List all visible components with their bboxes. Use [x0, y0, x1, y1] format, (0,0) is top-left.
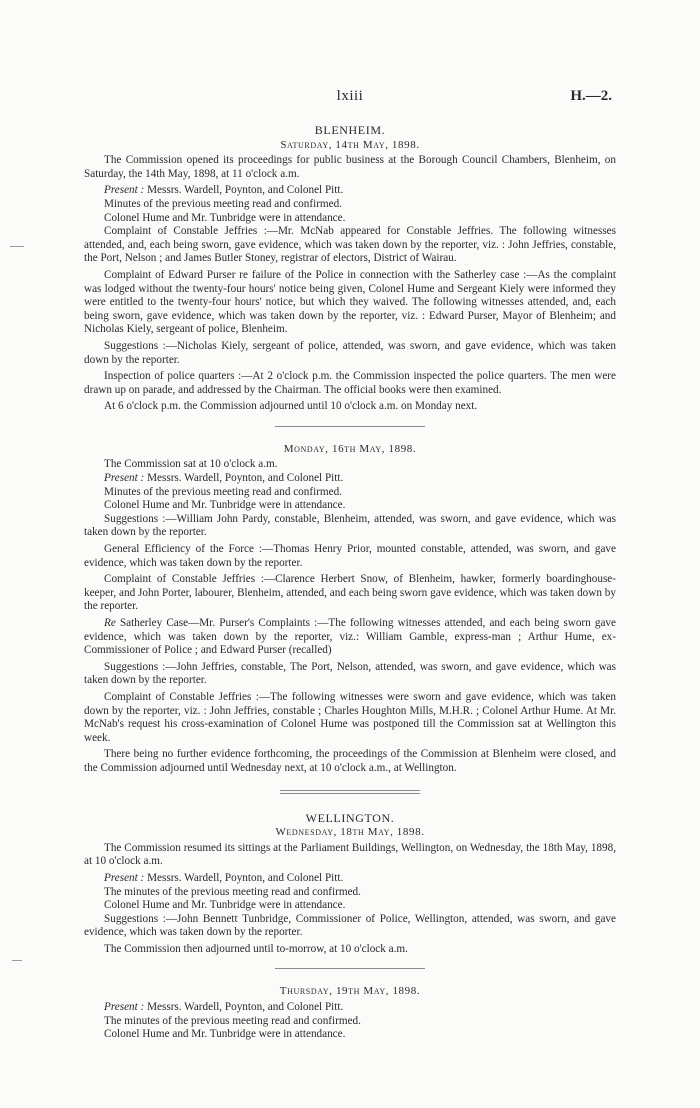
minute-line	[84, 943, 616, 957]
paragraph-label: Re	[104, 617, 116, 629]
paragraph-text: At 6 o'clock p.m. the Commission adjourned until 10 o'clock a.m. on Monday next.	[104, 400, 478, 413]
margin-mark	[10, 246, 24, 247]
minute-line	[84, 400, 616, 414]
minute-line	[84, 886, 616, 900]
paragraph-text: Complaint of Constable Jeffries :—Mr. McNab appeared for Constable Jeffries. The following witnesses attended, and, each being sworn, gave evidence, which was taken down by the reporter, viz. : John Jeffries, constable, the Port, Nelson ; and James Butler Stoney, registrar of electors, District of Wairau.	[84, 225, 616, 265]
date-heading: Monday, 16th May, 1898.	[283, 442, 417, 455]
paragraph-text: Complaint of Edward Purser re failure of the Police in connection with the Satherley case :—As the complaint was lodged without the twenty-four hours' notice being given, Colonel Hume and Sergeant Kiely were informed they were entitled to the twenty-four hours' notice, but which they waived. The following witnesses attended, and, each being sworn, gave evidence, which was taken down by the reporter, viz. : Edward Purser, Mayor of Blenheim; and Nicholas Kiely, sergeant of police, Blenheim.	[84, 268, 616, 336]
paragraph-text: Minutes of the previous meeting read and confirmed.	[104, 485, 342, 498]
paragraph-text: General Efficiency of the Force :—Thomas Henry Prior, mounted constable, attended, was sworn, and gave evidence, which was taken down by the reporter.	[84, 543, 616, 569]
minutes-section	[84, 968, 616, 1041]
paragraph-text: The Commission opened its proceedings for public business at the Borough Council Chambers, Blenheim, on Saturday, the 14th May, 1898, at 11 o'clock a.m.	[84, 154, 616, 180]
paragraph-text: Suggestions :—William John Pardy, constable, Blenheim, attended, was sworn, and gave evidence, which was taken down by the reporter.	[84, 512, 616, 539]
date-heading: Thursday, 19th May, 1898.	[279, 985, 421, 998]
paragraph-text: Suggestions :—Nicholas Kiely, sergeant of police, attended, was sworn, and gave evidence, which was taken down by the reporter.	[84, 339, 616, 366]
section-divider	[275, 968, 425, 969]
minute-line	[84, 212, 616, 226]
paragraph-text: The Commission sat at 10 o'clock a.m.	[104, 458, 278, 471]
minute-paragraph	[84, 269, 616, 337]
minute-paragraph	[84, 543, 616, 570]
paragraph-text: The minutes of the previous meeting read and confirmed.	[104, 885, 361, 898]
minute-line	[84, 899, 616, 913]
paragraph-text: Colonel Hume and Mr. Tunbridge were in attendance.	[104, 211, 346, 224]
date-heading: Saturday, 14th May, 1898.	[280, 138, 420, 151]
document-body	[84, 124, 616, 1042]
minute-paragraph	[84, 370, 616, 397]
minute-line	[84, 1001, 616, 1015]
paragraph-text: Messrs. Wardell, Poynton, and Colonel Pitt.	[144, 1001, 344, 1014]
margin-mark	[12, 960, 22, 961]
minute-line	[84, 486, 616, 500]
minute-line	[84, 872, 616, 886]
paragraph-text: The Commission then adjourned until to-morrow, at 10 o'clock a.m.	[104, 942, 408, 955]
minute-line	[84, 472, 616, 486]
paragraph-text: Complaint of Constable Jeffries :—Clarence Herbert Snow, of Blenheim, hawker, formerly boardinghouse-keeper, and John Porter, labourer, Blenheim, attended, and each being sworn gave evidence, which was taken down by the reporter.	[84, 573, 616, 613]
paragraph-text: The minutes of the previous meeting read and confirmed.	[104, 1014, 361, 1027]
paragraph-label: Present :	[104, 184, 145, 197]
minute-paragraph	[84, 225, 616, 266]
minute-paragraph	[84, 913, 616, 940]
paragraph-text: Satherley Case—Mr. Purser's Complaints :—The following witnesses attended, and each being sworn gave evidence, which was taken down by the reporter, viz.: William Gamble, express-man ; Arthur Hume, ex-Commissioner of Police ; and Edward Purser (recalled)	[84, 617, 616, 657]
minutes-section	[84, 426, 616, 776]
page-number: lxiii	[336, 88, 364, 104]
minute-line	[84, 184, 616, 198]
paragraph-text: Colonel Hume and Mr. Tunbridge were in attendance.	[104, 899, 346, 912]
minutes-section	[84, 124, 616, 414]
minute-paragraph	[84, 573, 616, 614]
paragraph-label: Present :	[104, 871, 145, 884]
paragraph-text: Messrs. Wardell, Poynton, and Colonel Pitt.	[144, 871, 344, 884]
date-heading: Wednesday, 18th May, 1898.	[275, 826, 425, 839]
minute-line	[84, 458, 616, 472]
minute-paragraph	[84, 661, 616, 688]
paragraph-text: Colonel Hume and Mr. Tunbridge were in attendance.	[104, 1028, 346, 1041]
minute-paragraph	[84, 617, 616, 658]
minute-paragraph	[84, 513, 616, 540]
minute-line	[84, 198, 616, 212]
minute-paragraph	[84, 154, 616, 181]
minute-line	[84, 1015, 616, 1029]
paragraph-text: Messrs. Wardell, Poynton, and Colonel Pitt.	[144, 184, 344, 197]
minute-paragraph	[84, 340, 616, 367]
paragraph-text: There being no further evidence forthcoming, the proceedings of the Commission at Blenheim were closed, and the Commission adjourned until Wednesday next, at 10 o'clock a.m., at Wellington.	[84, 748, 616, 774]
paragraph-text: Suggestions :—John Bennett Tunbridge, Commissioner of Police, Wellington, attended, was sworn, and gave evidence, which was taken down by the reporter.	[84, 912, 616, 939]
paragraph-text: Inspection of police quarters :—At 2 o'clock p.m. the Commission inspected the police quarters. The men were drawn up on parade, and addressed by the Chairman. The official books were then examined.	[84, 370, 616, 396]
place-heading: WELLINGTON.	[305, 810, 395, 825]
minute-paragraph	[84, 691, 616, 745]
minute-line	[84, 1028, 616, 1042]
minutes-section	[84, 790, 616, 957]
page-header	[0, 88, 700, 110]
paragraph-text: Colonel Hume and Mr. Tunbridge were in attendance.	[104, 499, 346, 512]
minute-paragraph	[84, 842, 616, 869]
paragraph-text: The Commission resumed its sittings at the Parliament Buildings, Wellington, on Wednesday, the 18th May, 1898, at 10 o'clock a.m.	[84, 841, 616, 868]
paragraph-text: Suggestions :—John Jeffries, constable, The Port, Nelson, attended, was sworn, and gave evidence, which was taken down by the reporter.	[84, 660, 616, 687]
paragraph-text: Complaint of Constable Jeffries :—The following witnesses were sworn and gave evidence, which was taken down by the reporter, viz. : John Jeffries, constable ; Charles Houghton Mills, M.H.R. ; Colonel Arthur Hume. At Mr. McNab's request his cross-examination of Colonel Hume was postponed till the Commission sat at Wellington this week.	[84, 690, 616, 744]
paragraph-label: Present :	[104, 1001, 145, 1014]
paragraph-label: Present :	[104, 472, 145, 485]
paragraph-text: Messrs. Wardell, Poynton, and Colonel Pitt.	[144, 472, 344, 485]
paragraph-text: Minutes of the previous meeting read and confirmed.	[104, 197, 342, 210]
place-heading: BLENHEIM.	[314, 123, 386, 137]
section-divider	[275, 426, 425, 427]
minute-paragraph	[84, 748, 616, 775]
section-double-rule	[280, 790, 420, 794]
minute-line	[84, 499, 616, 513]
paper-reference: H.—2.	[570, 88, 612, 104]
